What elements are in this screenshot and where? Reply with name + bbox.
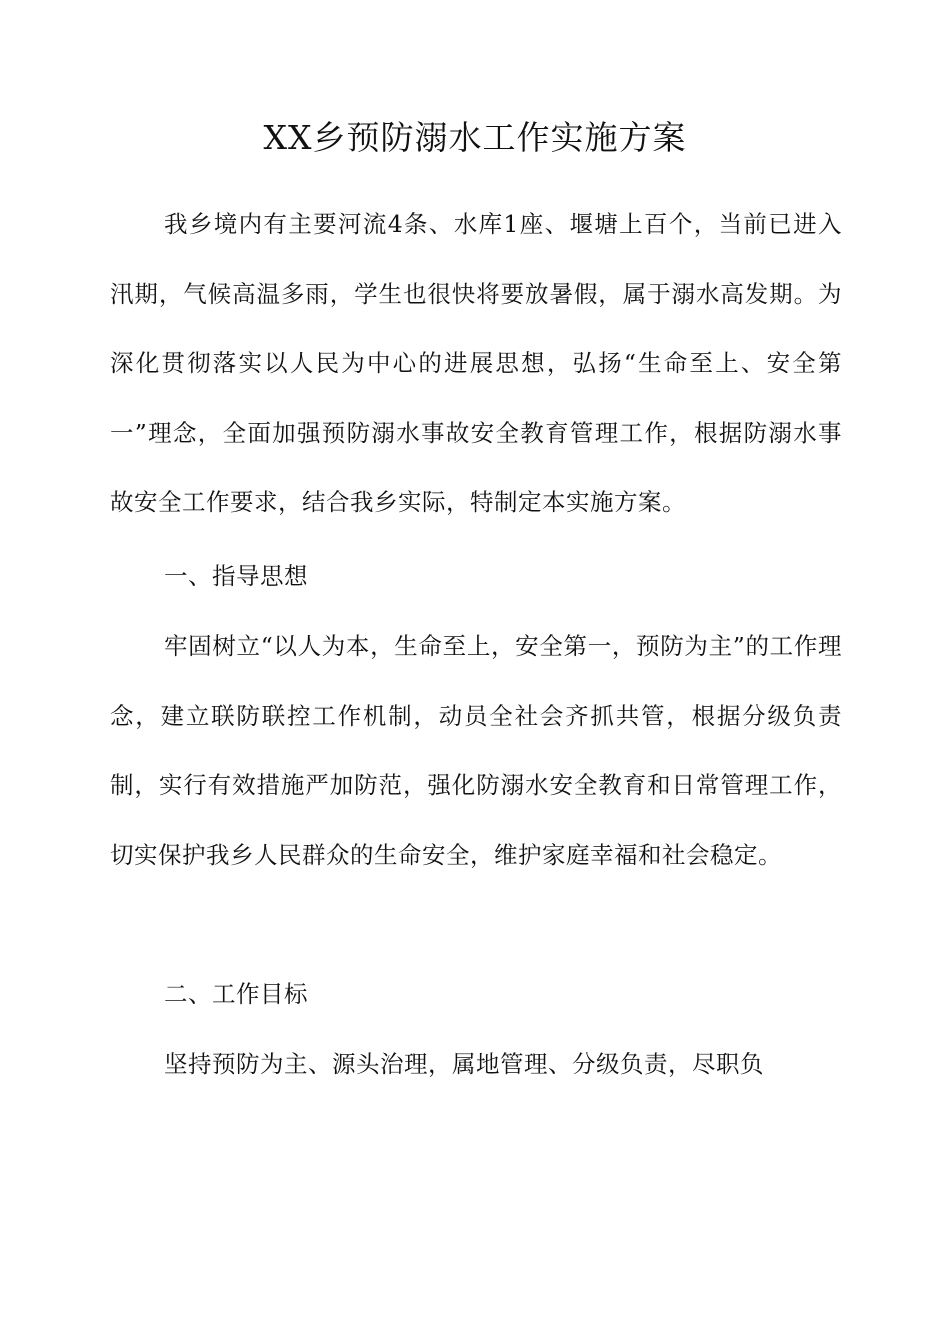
section-heading-guiding-ideology: 一、指导思想 — [164, 562, 308, 590]
document-title: XX乡预防溺水工作实施方案 — [263, 118, 687, 157]
work-goals-paragraph: 坚持预防为主、源头治理，属地管理、分级负责，尽职负 — [164, 1050, 764, 1078]
guiding-ideology-paragraph: 牢固树立“以人为本，生命至上，安全第一，预防为主”的工作理念，建立联防联控工作机制，动员全社会齐抓共管，根据分级负责制，实行有效措施严加防范，强化防溺水安全教育和日常管理工作，切实保护我乡人民群众的生命安全，维护家庭幸福和社会稳定。 — [110, 632, 842, 869]
intro-paragraph: 我乡境内有主要河流4条、水库1座、堰塘上百个，当前已进入汛期，气候高温多雨，学生也很快将要放暑假，属于溺水高发期。为深化贯彻落实以人民为中心的进展思想，弘扬“生命至上、安全第一”理念，全面加强预防溺水事故安全教育管理工作，根据防溺水事故安全工作要求，结合我乡实际，特制定本实施方案。 — [110, 210, 842, 516]
section-heading-work-goals: 二、工作目标 — [164, 980, 308, 1008]
